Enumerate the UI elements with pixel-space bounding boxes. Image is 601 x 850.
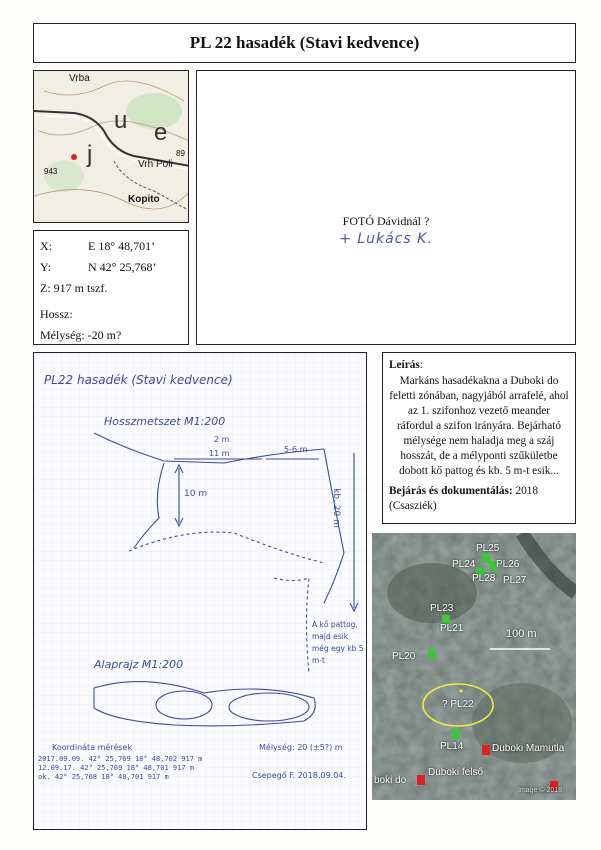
coord-x-label: X: [40, 239, 52, 253]
sat-label-pl26: PL26 [496, 559, 520, 570]
coord-y-label: Y: [40, 260, 51, 274]
sat-label-pl28: PL28 [472, 573, 496, 584]
sat-label-duboki-felso: Duboki felső [428, 767, 484, 778]
sketch-section-label: Hosszmetszet M1:200 [104, 415, 226, 428]
satellite-image [372, 533, 576, 800]
coord-lon: 18° 48,701 [101, 773, 144, 781]
sketch-depth-note: Mélység: 20 (±5?) m [259, 743, 343, 752]
coord-lon: 18° 48,701 [126, 764, 169, 772]
flag-green-icon [428, 649, 436, 659]
coord-date: ok. [38, 773, 51, 781]
sketch-dim-top: 2 m [214, 435, 230, 444]
sat-label-pl24: PL24 [452, 559, 476, 570]
coord-y-value: N 42° 25,768’ [88, 260, 157, 274]
map-label-j: j [87, 141, 93, 168]
coord-date: 12.09.17. [38, 764, 76, 772]
length-line: Hossz: [40, 307, 73, 321]
map-label-89: 89 [176, 149, 185, 158]
sketch-coord-table [38, 755, 202, 782]
flag-green-icon [452, 729, 460, 739]
sketch-dim-width: 11 m [209, 449, 230, 458]
flag-red-icon [482, 745, 490, 755]
coord-lat: 42° 25,769 [88, 755, 131, 763]
coord-x-row [40, 239, 184, 254]
sketch-coord-row [38, 773, 202, 782]
sketch-signature: Csepegő F. 2018.09.04. [252, 771, 346, 780]
coord-alt: 917 m [181, 755, 203, 763]
coord-lon: 18° 48,702 [134, 755, 178, 763]
sketch-dim-total: kb. 20 m [330, 488, 341, 528]
coord-date: 2017.09.09. [38, 755, 85, 763]
survey-sketch [33, 352, 367, 830]
photo-box [196, 70, 576, 345]
topo-map-drawing [34, 71, 189, 223]
map-label-kopito: Kopito [128, 194, 160, 205]
sketch-stone-note: A kő pattog, majd esik még egy kb 5 m-t [312, 620, 364, 665]
sketch-title: PL22 hasadék (Stavi kedvence) [44, 373, 233, 387]
depth-line: Mélység: -20 m? [40, 328, 122, 342]
photo-handwritten-note: + Lukács K. [339, 231, 433, 247]
survey-value: 2018 (Csasziék) [389, 485, 539, 513]
sketch-coords-heading: Koordináta mérések [52, 743, 133, 752]
description-label: Leírás [389, 359, 420, 371]
sat-credit: Image © 2018 [518, 787, 563, 794]
sat-label-pl23: PL23 [430, 603, 454, 614]
description-box: Leírás: Markáns hasadékakna a Duboki do feletti zónában, nagyjából arrafelé, ahol az 1. szifonhoz vezető meander ráfordul a szifon irányára. Bejárható mélysége nem haladja meg a száj hosszát, de a mélyponti szűkületbe dobott kő pattog és kb. 5 m-t esik... Bejárás és dokumentálás: 2018 (Csasziék) [382, 352, 576, 524]
map-label-e: e [154, 119, 168, 146]
map-label-u: u [114, 107, 128, 134]
sat-label-pl21: PL21 [440, 623, 464, 634]
sketch-coord-row [38, 764, 202, 773]
coord-alt: 917 m [147, 773, 169, 781]
topo-map [33, 70, 189, 223]
description-text: Markáns hasadékakna a Duboki do feletti zónában, nagyjából arrafelé, ahol az 1. szifonhoz vezető meander ráfordul a szifon irányára. Bejárható mélysége nem haladja meg a száj hosszát, de a mélyponti szűkületbe dobott kő pattog és kb. 5 m-t esik... [389, 375, 569, 478]
sat-label-pl27: PL27 [503, 575, 527, 586]
flag-red-icon [417, 775, 425, 785]
title-box [33, 23, 576, 63]
survey-line [389, 484, 569, 514]
sat-label-pl22: ? PL22 [442, 699, 474, 710]
survey-label: Bejárás és dokumentálás: [389, 485, 513, 498]
coord-lat: 42° 25,769 [80, 764, 123, 772]
sat-label-duboki-mamutla: Duboki Mamutla [492, 743, 565, 754]
coord-z: Z: 917 m tszf. [40, 281, 108, 295]
sat-label-pl20: PL20 [392, 651, 416, 662]
sat-scale-label: 100 m [506, 628, 537, 640]
coordinates-box [33, 230, 189, 345]
map-label-943: 943 [44, 167, 58, 176]
sat-label-pl14: PL14 [440, 741, 464, 752]
coord-lat: 42° 25,768 [54, 773, 98, 781]
sketch-dim-side: 5-6 m [284, 445, 308, 454]
sat-label-pl25: PL25 [476, 543, 500, 554]
coord-x-value: E 18° 48,701’ [88, 239, 156, 253]
coord-y-row [40, 260, 184, 275]
sketch-coord-row [38, 755, 202, 764]
sketch-plan-label: Alaprajz M1:200 [94, 658, 184, 671]
photo-caption: FOTÓ Dávidnál ? [342, 214, 430, 228]
page-title: PL 22 hasadék (Stavi kedvence) [189, 33, 420, 52]
sketch-dim-depth: 10 m [184, 489, 208, 499]
map-label-vrba: Vrba [69, 73, 90, 84]
sat-label-duboki-do: boki do [374, 775, 407, 786]
coord-alt: 917 m [172, 764, 194, 772]
map-label-vrh-poli: Vrh Poli [138, 159, 173, 170]
